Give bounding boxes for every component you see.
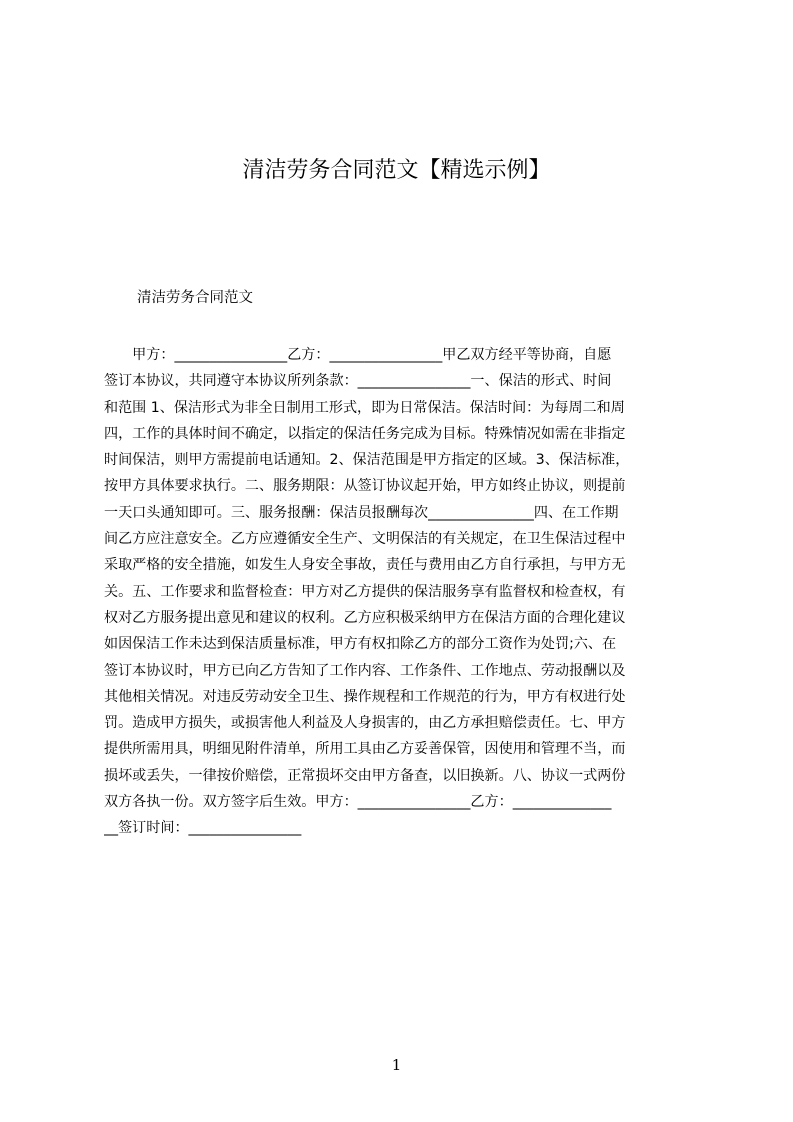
body-line: 如因保洁工作未达到保洁质量标准，甲方有权扣除乙方的部分工资作为处罚;六、在 — [104, 636, 617, 653]
page-title: 清洁劳务合同范文【精选示例】 — [242, 157, 551, 183]
body-line: 权对乙方服务提出意见和建议的权利。乙方应积极采纳甲方在保洁方面的合理化建议 — [104, 609, 626, 626]
body-line: 间乙方应注意安全。乙方应遵循安全生产、文明保洁的有关规定，在卫生保洁过程中 — [104, 531, 626, 548]
body-line: 损坏或丢失，一律按价赔偿，正常损坏交由甲方备查，以旧换新。八、协议一式两份 — [104, 767, 626, 784]
body-line: 签订本协议，共同遵守本协议所列条款：________________一、保洁的形式、时间 — [104, 373, 612, 390]
contract-body — [104, 342, 698, 842]
body-line: 采取严格的安全措施，如发生人身安全事故，责任与费用由乙方自行承担，与甲方无 — [104, 557, 626, 574]
body-line: 提供所需用具，明细见附件清单，所用工具由乙方妥善保管，因使用和管理不当，而 — [104, 741, 626, 758]
body-line: 四，工作的具体时间不确定，以指定的保洁任务完成为目标。特殊情况如需在非指定 — [104, 425, 626, 442]
body-line: 双方各执一份。双方签字后生效。甲方：________________乙方：______________ — [104, 794, 612, 811]
body-line: 按甲方具体要求执行。二、服务期限：从签订协议起开始，甲方如终止协议，则提前 — [104, 478, 626, 495]
body-line: 签订本协议时，甲方已向乙方告知了工作内容、工作条件、工作地点、劳动报酬以及 — [104, 662, 626, 679]
body-line: 其他相关情况。对违反劳动安全卫生、操作规程和工作规范的行为，甲方有权进行处 — [104, 688, 626, 705]
body-line: 甲方：________________乙方：________________甲乙双方经平等协商，自愿 — [104, 347, 612, 363]
body-line: 罚。造成甲方损失，或损害他人利益及人身损害的，由乙方承担赔偿责任。七、甲方 — [104, 715, 626, 732]
body-line: 和范围 1、保洁形式为非全日制用工形式，即为日常保洁。保洁时间：为每周二和周 — [104, 399, 625, 416]
body-line: 关。五、工作要求和监督检查：甲方对乙方提供的保洁服务享有监督权和检查权，有 — [104, 583, 626, 600]
body-line: 一天口头通知即可。三、服务报酬：保洁员报酬每次_______________四、在工作期 — [104, 504, 619, 521]
contract-subtitle: 清洁劳务合同范文 — [137, 290, 253, 306]
page-number: 1 — [391, 1056, 402, 1074]
body-line: 时间保洁，则甲方需提前电话通知。2、保洁范围是甲方指定的区域。3、保洁标准， — [104, 452, 630, 469]
body-line: __签订时间：________________ — [104, 820, 302, 837]
